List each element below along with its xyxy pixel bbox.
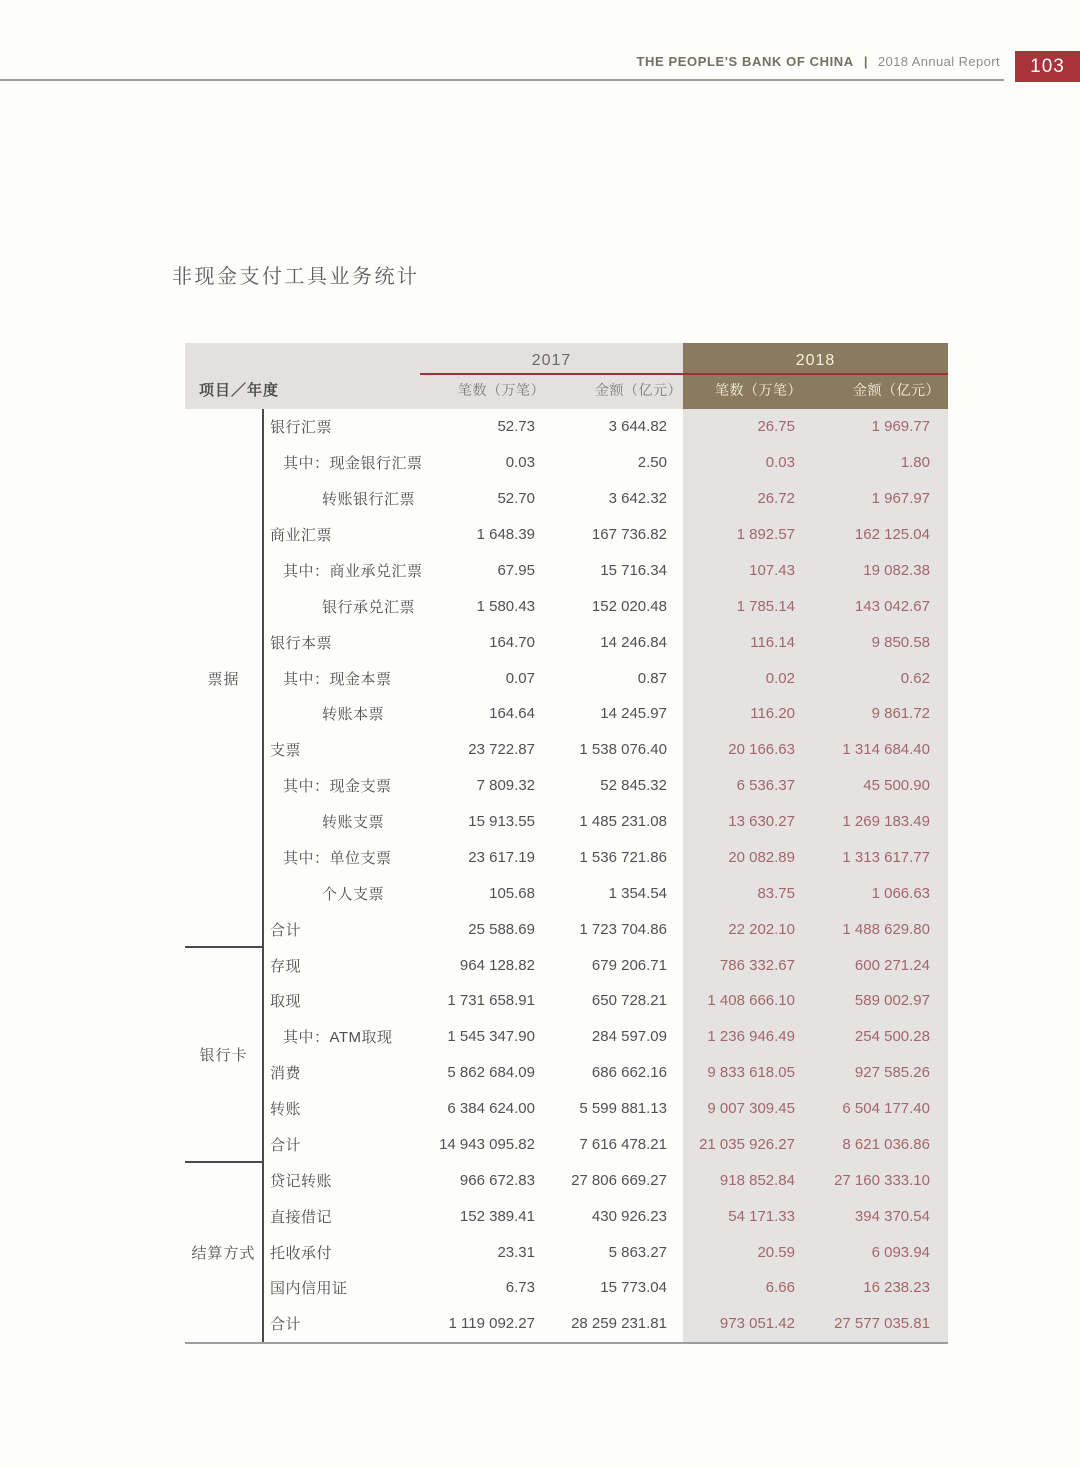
cell-2017-amount: 2.50 — [637, 454, 667, 472]
cell-2018-amount: 1 269 183.49 — [842, 813, 930, 831]
row-label: 存现 — [270, 957, 302, 975]
table-row — [262, 1091, 948, 1127]
cell-2017-count: 1 545 347.90 — [447, 1028, 535, 1046]
cell-2018-amount: 9 861.72 — [871, 705, 930, 723]
cell-2017-count: 14 943 095.82 — [439, 1135, 535, 1153]
table-row — [262, 517, 948, 553]
cell-2017-count: 1 580.43 — [476, 597, 535, 615]
page-number-badge: 103 — [1015, 51, 1080, 82]
cell-2018-amount: 1 967.97 — [871, 490, 930, 508]
col-header-2017-count: 笔数（万笔） — [458, 382, 545, 398]
table-row — [262, 804, 948, 840]
table-row — [262, 911, 948, 947]
cell-2018-amount: 600 271.24 — [854, 956, 930, 974]
table-row — [262, 1198, 948, 1234]
cell-2018-amount: 1 066.63 — [871, 884, 930, 902]
col-header-2018-count: 笔数（万笔） — [715, 382, 802, 398]
col-header-2018-amount: 金额（亿元） — [853, 382, 940, 398]
cell-2017-amount: 167 736.82 — [591, 526, 667, 544]
table-row — [262, 1270, 948, 1306]
cell-2017-count: 15 913.55 — [468, 813, 535, 831]
cell-2018-count: 6.66 — [765, 1279, 795, 1297]
cell-2017-count: 23 617.19 — [468, 848, 535, 866]
table-row — [262, 445, 948, 481]
cell-2017-count: 152 389.41 — [459, 1207, 535, 1225]
cell-2017-amount: 52 845.32 — [600, 777, 667, 795]
table-header — [185, 343, 948, 409]
cell-2017-amount: 27 806 669.27 — [571, 1171, 667, 1189]
col-header-2017-amount: 金额（亿元） — [595, 382, 682, 398]
cell-2018-count: 918 852.84 — [719, 1171, 795, 1189]
cell-2017-amount: 5 863.27 — [608, 1243, 667, 1261]
cell-2018-count: 54 171.33 — [728, 1207, 795, 1225]
cell-2017-amount: 152 020.48 — [591, 597, 667, 615]
cell-2017-amount: 15 773.04 — [600, 1279, 667, 1297]
cell-2018-amount: 45 500.90 — [863, 777, 930, 795]
cell-2018-count: 9 833 618.05 — [707, 1064, 795, 1082]
cell-2017-amount: 14 246.84 — [600, 633, 667, 651]
row-label: 支票 — [270, 742, 302, 760]
cell-2018-amount: 254 500.28 — [854, 1028, 930, 1046]
cell-2018-count: 0.03 — [765, 454, 795, 472]
cell-2018-count: 116.20 — [750, 705, 795, 723]
table-group — [185, 409, 948, 947]
header-red-rule — [420, 373, 948, 375]
cell-2017-count: 5 862 684.09 — [447, 1064, 535, 1082]
row-label: 贷记转账 — [270, 1172, 333, 1190]
table-row — [262, 875, 948, 911]
row-label: 转账支票 — [322, 814, 385, 832]
table-row — [262, 1234, 948, 1270]
table-row — [262, 983, 948, 1019]
cell-2018-count: 26.75 — [757, 418, 795, 436]
row-label: 其中：单位支票 — [283, 849, 392, 867]
row-label: 银行本票 — [270, 634, 333, 652]
cell-2017-amount: 3 642.32 — [608, 490, 667, 508]
cell-2017-amount: 430 926.23 — [591, 1207, 667, 1225]
cell-2017-count: 25 588.69 — [468, 920, 535, 938]
row-label: 转账本票 — [322, 706, 385, 724]
cell-2018-count: 13 630.27 — [728, 813, 795, 831]
group-label-text: 票据 — [207, 670, 240, 688]
cell-2018-count: 107.43 — [749, 561, 795, 579]
cell-2018-amount: 27 577 035.81 — [834, 1315, 930, 1333]
cell-2018-count: 973 051.42 — [719, 1315, 795, 1333]
cell-2018-count: 26.72 — [757, 490, 795, 508]
cell-2018-amount: 394 370.54 — [854, 1207, 930, 1225]
cell-2017-count: 52.70 — [497, 490, 535, 508]
cell-2018-amount: 9 850.58 — [871, 633, 930, 651]
group-label — [185, 409, 262, 947]
table-body — [185, 409, 948, 1344]
cell-2018-count: 22 202.10 — [728, 920, 795, 938]
cell-2018-count: 6 536.37 — [736, 777, 795, 795]
cell-2017-amount: 15 716.34 — [600, 561, 667, 579]
group-label-text: 结算方式 — [191, 1244, 256, 1262]
cell-2017-count: 164.64 — [489, 705, 535, 723]
cell-2018-amount: 19 082.38 — [863, 561, 930, 579]
cell-2018-count: 0.02 — [765, 669, 795, 687]
cell-2018-amount: 162 125.04 — [854, 526, 930, 544]
page-title: 非现金支付工具业务统计 — [172, 266, 420, 288]
row-label: 合计 — [270, 921, 302, 939]
cell-2018-amount: 143 042.67 — [854, 597, 930, 615]
table-row — [262, 840, 948, 876]
table-row — [262, 660, 948, 696]
cell-2018-count: 1 892.57 — [736, 526, 795, 544]
cell-2017-count: 0.03 — [505, 454, 535, 472]
cell-2017-amount: 1 536 721.86 — [579, 848, 667, 866]
group-rows — [262, 409, 948, 947]
cell-2018-amount: 1.80 — [900, 454, 930, 472]
row-label: 转账 — [270, 1101, 302, 1119]
cell-2018-count: 116.14 — [750, 633, 795, 651]
cell-2018-amount: 6 504 177.40 — [842, 1100, 930, 1118]
row-label: 其中：ATM取现 — [283, 1029, 393, 1047]
table-row — [262, 696, 948, 732]
cell-2018-amount: 0.62 — [900, 669, 930, 687]
report-name: 2018 Annual Report — [877, 54, 1000, 69]
row-label: 其中：现金本票 — [283, 670, 392, 688]
row-label: 其中：现金支票 — [283, 778, 392, 796]
cell-2018-count: 9 007 309.45 — [707, 1100, 795, 1118]
cell-2018-count: 20 082.89 — [728, 848, 795, 866]
group-label — [185, 1162, 262, 1341]
cell-2017-count: 164.70 — [489, 633, 535, 651]
cell-2017-count: 105.68 — [489, 884, 535, 902]
cell-2018-count: 83.75 — [757, 884, 795, 902]
year-2017-label: 2017 — [531, 352, 572, 369]
row-label: 合计 — [270, 1136, 302, 1154]
cell-2018-amount: 1 969.77 — [871, 418, 930, 436]
cell-2017-amount: 679 206.71 — [591, 956, 667, 974]
group-label-text: 银行卡 — [199, 1047, 248, 1065]
cell-2018-amount: 27 160 333.10 — [834, 1171, 930, 1189]
row-label: 取现 — [270, 993, 302, 1011]
cell-2018-amount: 8 621 036.86 — [842, 1135, 930, 1153]
row-label: 合计 — [270, 1316, 302, 1334]
cell-2017-amount: 3 644.82 — [608, 418, 667, 436]
cell-2018-count: 20.59 — [757, 1243, 795, 1261]
row-label: 消费 — [270, 1065, 302, 1083]
cell-2018-count: 1 785.14 — [736, 597, 795, 615]
header-separator: | — [863, 54, 868, 69]
cell-2017-amount: 1 354.54 — [608, 884, 667, 902]
cell-2018-amount: 589 002.97 — [854, 992, 930, 1010]
cell-2018-amount: 1 313 617.77 — [842, 848, 930, 866]
cell-2017-amount: 7 616 478.21 — [579, 1135, 667, 1153]
cell-2017-amount: 686 662.16 — [591, 1064, 667, 1082]
cell-2017-amount: 1 723 704.86 — [579, 920, 667, 938]
table-row — [262, 1019, 948, 1055]
cell-2017-count: 964 128.82 — [459, 956, 535, 974]
cell-2017-count: 52.73 — [497, 418, 535, 436]
group-rows — [262, 947, 948, 1162]
cell-2018-amount: 16 238.23 — [863, 1279, 930, 1297]
table-row — [262, 947, 948, 983]
cell-2018-amount: 927 585.26 — [854, 1064, 930, 1082]
table-row — [262, 553, 948, 589]
cell-2018-amount: 6 093.94 — [871, 1243, 930, 1261]
table-row — [262, 1306, 948, 1342]
cell-2017-amount: 14 245.97 — [600, 705, 667, 723]
table-row — [262, 624, 948, 660]
table-row — [262, 768, 948, 804]
cell-2018-amount: 1 488 629.80 — [842, 920, 930, 938]
group-label — [185, 947, 262, 1162]
cell-2017-amount: 5 599 881.13 — [579, 1100, 667, 1118]
row-label: 直接借记 — [270, 1208, 333, 1226]
cell-2018-count: 786 332.67 — [719, 956, 795, 974]
cell-2017-count: 1 119 092.27 — [448, 1315, 535, 1333]
row-label: 托收承付 — [270, 1244, 333, 1262]
cell-2017-count: 966 672.83 — [459, 1171, 535, 1189]
table-row — [262, 732, 948, 768]
cell-2017-amount: 28 259 231.81 — [571, 1315, 667, 1333]
cell-2017-count: 0.07 — [505, 669, 535, 687]
row-label: 个人支票 — [322, 885, 385, 903]
cell-2017-count: 67.95 — [497, 561, 535, 579]
row-label: 银行汇票 — [270, 419, 333, 437]
header-rule — [0, 79, 1004, 81]
cell-2017-amount: 0.87 — [637, 669, 667, 687]
year-2018-label: 2018 — [795, 352, 836, 369]
statistics-table — [185, 343, 948, 1344]
corner-label: 项目／年度 — [199, 382, 280, 399]
bank-name: THE PEOPLE'S BANK OF CHINA — [636, 54, 854, 69]
cell-2017-amount: 284 597.09 — [591, 1028, 667, 1046]
cell-2017-count: 23.31 — [497, 1243, 535, 1261]
cell-2017-amount: 1 538 076.40 — [579, 741, 667, 759]
report-header — [636, 54, 1000, 69]
cell-2017-amount: 650 728.21 — [591, 992, 667, 1010]
table-group — [185, 947, 948, 1162]
cell-2017-count: 6.73 — [505, 1279, 535, 1297]
cell-2017-count: 6 384 624.00 — [447, 1100, 535, 1118]
cell-2017-count: 23 722.87 — [468, 741, 535, 759]
table-group — [185, 1162, 948, 1341]
table-row — [262, 1162, 948, 1198]
table-row — [262, 1127, 948, 1163]
table-row — [262, 409, 948, 445]
table-row — [262, 1055, 948, 1091]
row-label: 其中：现金银行汇票 — [283, 455, 423, 473]
cell-2018-count: 1 236 946.49 — [707, 1028, 795, 1046]
group-divider-line — [262, 409, 264, 1342]
cell-2018-count: 20 166.63 — [728, 741, 795, 759]
cell-2018-count: 1 408 666.10 — [707, 992, 795, 1010]
cell-2018-count: 21 035 926.27 — [699, 1135, 795, 1153]
table-row — [262, 481, 948, 517]
cell-2017-count: 7 809.32 — [476, 777, 535, 795]
cell-2017-count: 1 731 658.91 — [447, 992, 535, 1010]
cell-2017-amount: 1 485 231.08 — [579, 813, 667, 831]
table-row — [262, 588, 948, 624]
row-label: 转账银行汇票 — [322, 491, 416, 509]
cell-2017-count: 1 648.39 — [476, 526, 535, 544]
row-label: 商业汇票 — [270, 527, 333, 545]
cell-2018-amount: 1 314 684.40 — [842, 741, 930, 759]
row-label: 银行承兑汇票 — [322, 598, 416, 616]
group-rows — [262, 1162, 948, 1341]
row-label: 其中：商业承兑汇票 — [283, 562, 423, 580]
row-label: 国内信用证 — [270, 1280, 348, 1298]
